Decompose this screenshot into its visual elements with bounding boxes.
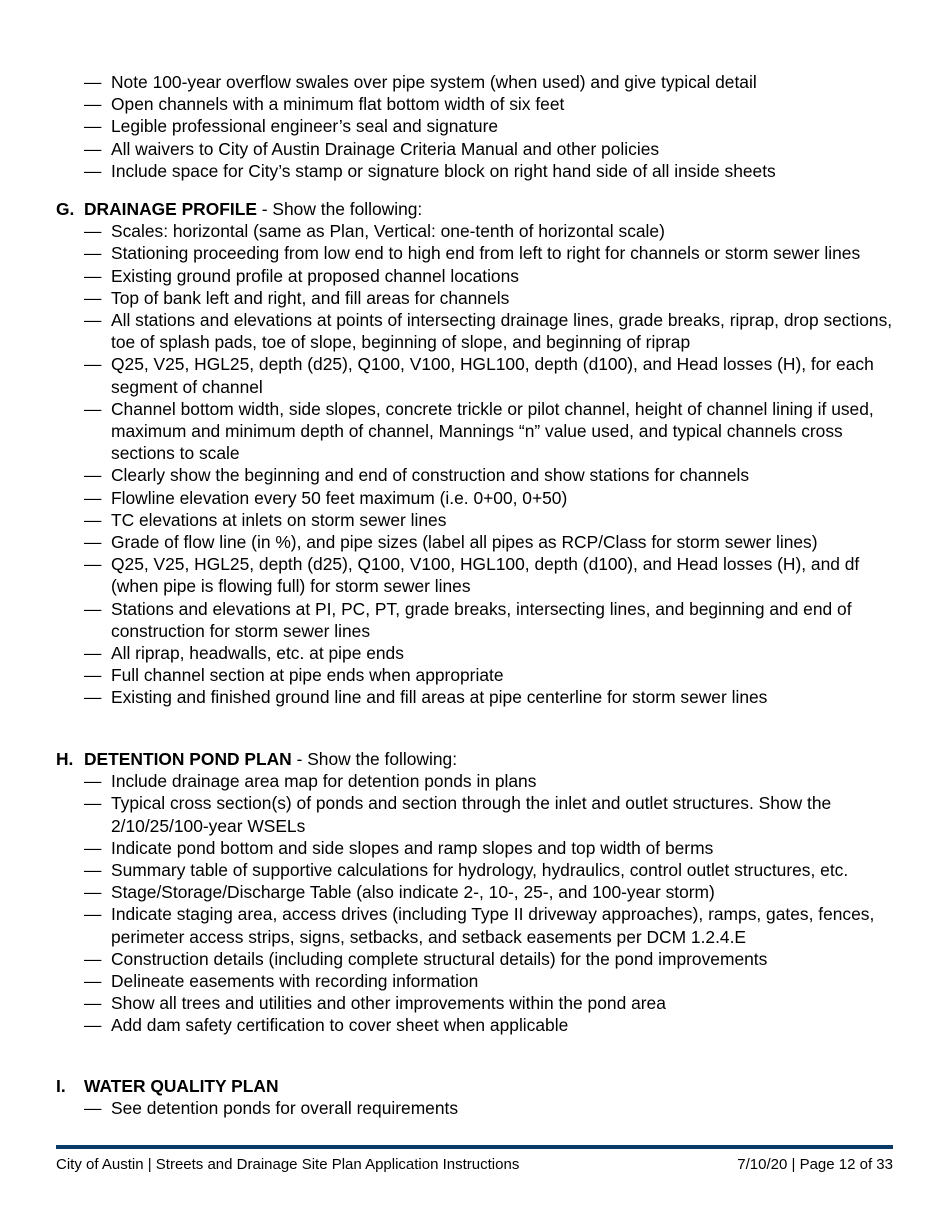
footer-document-title: City of Austin | Streets and Drainage Site Plan Application Instructions (56, 1156, 520, 1173)
list-item: — Note 100-year overflow swales over pipe system (when used) and give typical detail (84, 72, 757, 92)
list-item: — All riprap, headwalls, etc. at pipe ends (84, 643, 404, 664)
dash-bullet: — (84, 138, 102, 159)
list-item: — Stations and elevations at PI, PC, PT, grade breaks, intersecting lines, and beginning and end of construction for storm sewer lines (84, 598, 852, 641)
footer-page-number: 7/10/20 | Page 12 of 33 (737, 1156, 893, 1173)
section-list (0, 220, 950, 708)
list-item: — Grade of flow line (in %), and pipe sizes (label all pipes as RCP/Class for storm sewer lines) (84, 532, 818, 553)
list-item: — Q25, V25, HGL25, depth (d25), Q100, V100, HGL100, depth (d100), and Head losses (H), for each segment of channel (84, 354, 874, 397)
list-item: — Scales: horizontal (same as Plan, Vertical: one-tenth of horizontal scale) (84, 221, 665, 242)
dash-bullet: — (84, 287, 102, 308)
list-item: — TC elevations at inlets on storm sewer lines (84, 509, 447, 530)
list-item: — Existing and finished ground line and fill areas at pipe centerline for storm sewer lines (84, 687, 768, 708)
list-item: — Open channels with a minimum flat bottom width of six feet (84, 94, 565, 115)
section-heading (56, 198, 950, 220)
dash-bullet: — (84, 1098, 102, 1119)
section-heading (56, 748, 950, 770)
list-item: — Stage/Storage/Discharge Table (also indicate 2-, 10-, 25-, and 100-year storm) (84, 882, 715, 903)
dash-bullet: — (84, 72, 102, 92)
section-detention-pond-plan (0, 748, 950, 1037)
dash-bullet: — (84, 487, 102, 508)
list-item: — Delineate easements with recording information (84, 971, 479, 992)
list-item: — Top of bank left and right, and fill areas for channels (84, 287, 510, 308)
dash-bullet: — (84, 771, 102, 792)
dash-bullet: — (84, 354, 102, 375)
section-letter: H. (56, 749, 74, 769)
section-water-quality-plan (0, 1075, 950, 1119)
list-item: — Q25, V25, HGL25, depth (d25), Q100, V100, HGL100, depth (d100), and Head losses (H), and df (when pipe is flowing full) for storm sewer lines (84, 554, 860, 597)
list-item: — Full channel section at pipe ends when appropriate (84, 665, 504, 686)
continued-list (0, 71, 950, 182)
list-item: — Show all trees and utilities and other improvements within the pond area (84, 993, 666, 1014)
dash-bullet: — (84, 116, 102, 137)
dash-bullet: — (84, 554, 102, 575)
dash-bullet: — (84, 160, 102, 181)
dash-bullet: — (84, 1015, 102, 1036)
dash-bullet: — (84, 310, 102, 331)
dash-bullet: — (84, 860, 102, 881)
list-item: — Indicate pond bottom and side slopes and ramp slopes and top width of berms (84, 837, 714, 858)
dash-bullet: — (84, 643, 102, 664)
section-drainage-profile (0, 198, 950, 709)
list-item: — Construction details (including complete structural details) for the pond improvements (84, 948, 768, 969)
dash-bullet: — (84, 993, 102, 1014)
list-item: — Stationing proceeding from low end to high end from left to right for channels or storm sewer lines (84, 243, 861, 264)
dash-bullet: — (84, 882, 102, 903)
dash-bullet: — (84, 465, 102, 486)
dash-bullet: — (84, 398, 102, 419)
list-item: — Include drainage area map for detention ponds in plans (84, 771, 537, 792)
dash-bullet: — (84, 837, 102, 858)
dash-bullet: — (84, 971, 102, 992)
section-letter: G. (56, 199, 75, 219)
section-title: WATER QUALITY PLAN (84, 1076, 279, 1096)
list-item: — Flowline elevation every 50 feet maximum (i.e. 0+00, 0+50) (84, 487, 568, 508)
dash-bullet: — (84, 687, 102, 708)
list-item: — Existing ground profile at proposed channel locations (84, 265, 519, 286)
dash-bullet: — (84, 532, 102, 553)
dash-bullet: — (84, 243, 102, 264)
list-item: — All stations and elevations at points of intersecting drainage lines, grade breaks, riprap, drop sections, toe of splash pads, toe of slope, beginning of slope, and beginning of riprap (84, 310, 893, 353)
list-item: — Clearly show the beginning and end of construction and show stations for channels (84, 465, 750, 486)
footer-divider (56, 1145, 893, 1149)
dash-bullet: — (84, 221, 102, 242)
list-item: — Add dam safety certification to cover sheet when applicable (84, 1015, 569, 1036)
list-item: — See detention ponds for overall requirements (84, 1098, 459, 1119)
list-item: — Include space for City’s stamp or signature block on right hand side of all inside sheets (84, 160, 776, 181)
dash-bullet: — (84, 509, 102, 530)
section-list (0, 770, 950, 1036)
dash-bullet: — (84, 265, 102, 286)
section-suffix: - Show the following: (256, 199, 423, 219)
dash-bullet: — (84, 665, 102, 686)
list-item: — Indicate staging area, access drives (including Type II driveway approaches), ramps, gates, fences, perimeter access strips, signs, setbacks, and setback easements per DCM 1.2.4.E (84, 904, 875, 947)
section-title: DETENTION POND PLAN (84, 749, 292, 769)
section-list (0, 1097, 950, 1119)
list-item: — Channel bottom width, side slopes, concrete trickle or pilot channel, height of channel lining if used, maximum and minimum depth of channel, Mannings “n” value used, and typical channels cross sections to scale (84, 398, 874, 464)
section-suffix: - Show the following: (291, 749, 458, 769)
list-item: — All waivers to City of Austin Drainage Criteria Manual and other policies (84, 138, 660, 159)
dash-bullet: — (84, 94, 102, 115)
section-title: DRAINAGE PROFILE (84, 199, 257, 219)
list-item: — Legible professional engineer’s seal and signature (84, 116, 499, 137)
dash-bullet: — (84, 598, 102, 619)
list-item: — Typical cross section(s) of ponds and section through the inlet and outlet structures. Show the 2/10/25/100-year WSELs (84, 793, 832, 836)
dash-bullet: — (84, 904, 102, 925)
list-item: — Summary table of supportive calculations for hydrology, hydraulics, control outlet structures, etc. (84, 860, 849, 881)
section-heading (56, 1075, 950, 1097)
dash-bullet: — (84, 948, 102, 969)
section-letter: I. (56, 1076, 66, 1096)
dash-bullet: — (84, 793, 102, 814)
